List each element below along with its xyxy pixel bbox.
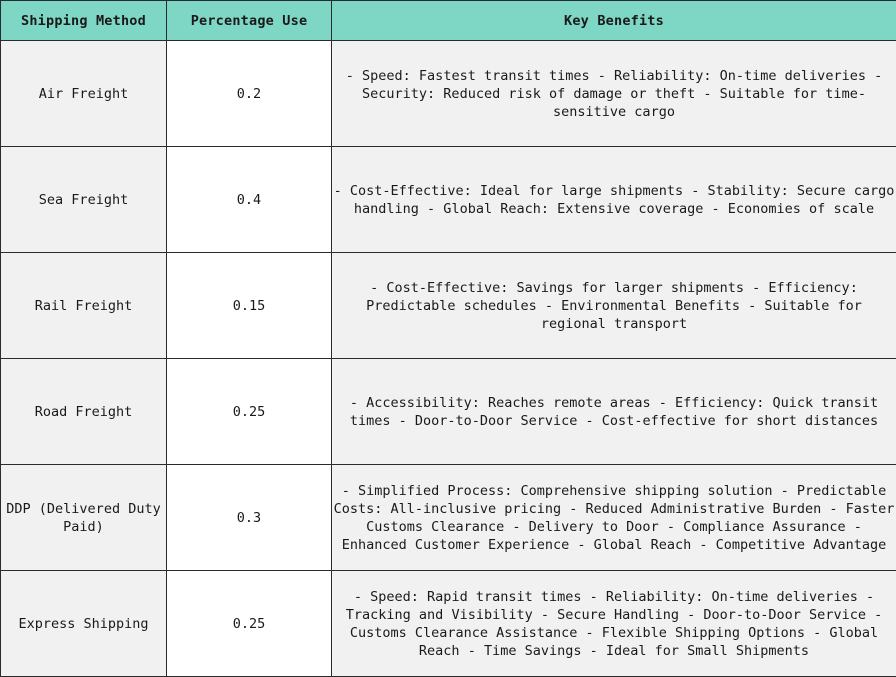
benefits-cell: - Accessibility: Reaches remote areas - Efficiency: Quick transit times - Door-to-Door Service - Cost-effective for short distances xyxy=(332,359,896,465)
benefits-cell: - Speed: Rapid transit times - Reliability: On-time deliveries - Tracking and Visibility - Secure Handling - Door-to-Door Service - Customs Clearance Assistance - Flexible Shipping Options - Global Reach - Time Savings - Ideal for Small Shipments xyxy=(332,571,896,677)
percentage-cell: 0.2 xyxy=(167,41,332,147)
benefits-cell: - Simplified Process: Comprehensive shipping solution - Predictable Costs: All-inclusive pricing - Reduced Administrative Burden - Faster Customs Clearance - Delivery to Door - Compliance Assurance - Enhanced Customer Experience - Global Reach - Competitive Advantage xyxy=(332,465,896,571)
method-cell: Road Freight xyxy=(1,359,167,465)
column-header-method: Shipping Method xyxy=(1,1,167,41)
table-row xyxy=(1,571,896,677)
table-row xyxy=(1,41,896,147)
method-cell: Rail Freight xyxy=(1,253,167,359)
method-cell: DDP (Delivered Duty Paid) xyxy=(1,465,167,571)
method-cell: Express Shipping xyxy=(1,571,167,677)
table-row xyxy=(1,465,896,571)
percentage-cell: 0.3 xyxy=(167,465,332,571)
table-row xyxy=(1,147,896,253)
method-cell: Air Freight xyxy=(1,41,167,147)
column-header-benefits: Key Benefits xyxy=(332,1,896,41)
column-header-percentage: Percentage Use xyxy=(167,1,332,41)
benefits-cell: - Cost-Effective: Ideal for large shipments - Stability: Secure cargo handling - Global Reach: Extensive coverage - Economies of scale xyxy=(332,147,896,253)
benefits-cell: - Cost-Effective: Savings for larger shipments - Efficiency: Predictable schedules - Environmental Benefits - Suitable for regional transport xyxy=(332,253,896,359)
percentage-cell: 0.25 xyxy=(167,359,332,465)
percentage-cell: 0.15 xyxy=(167,253,332,359)
percentage-cell: 0.4 xyxy=(167,147,332,253)
method-cell: Sea Freight xyxy=(1,147,167,253)
table-row xyxy=(1,253,896,359)
percentage-cell: 0.25 xyxy=(167,571,332,677)
header-row xyxy=(1,1,896,41)
benefits-cell: - Speed: Fastest transit times - Reliability: On-time deliveries - Security: Reduced risk of damage or theft - Suitable for time-sensitive cargo xyxy=(332,41,896,147)
table-row xyxy=(1,359,896,465)
